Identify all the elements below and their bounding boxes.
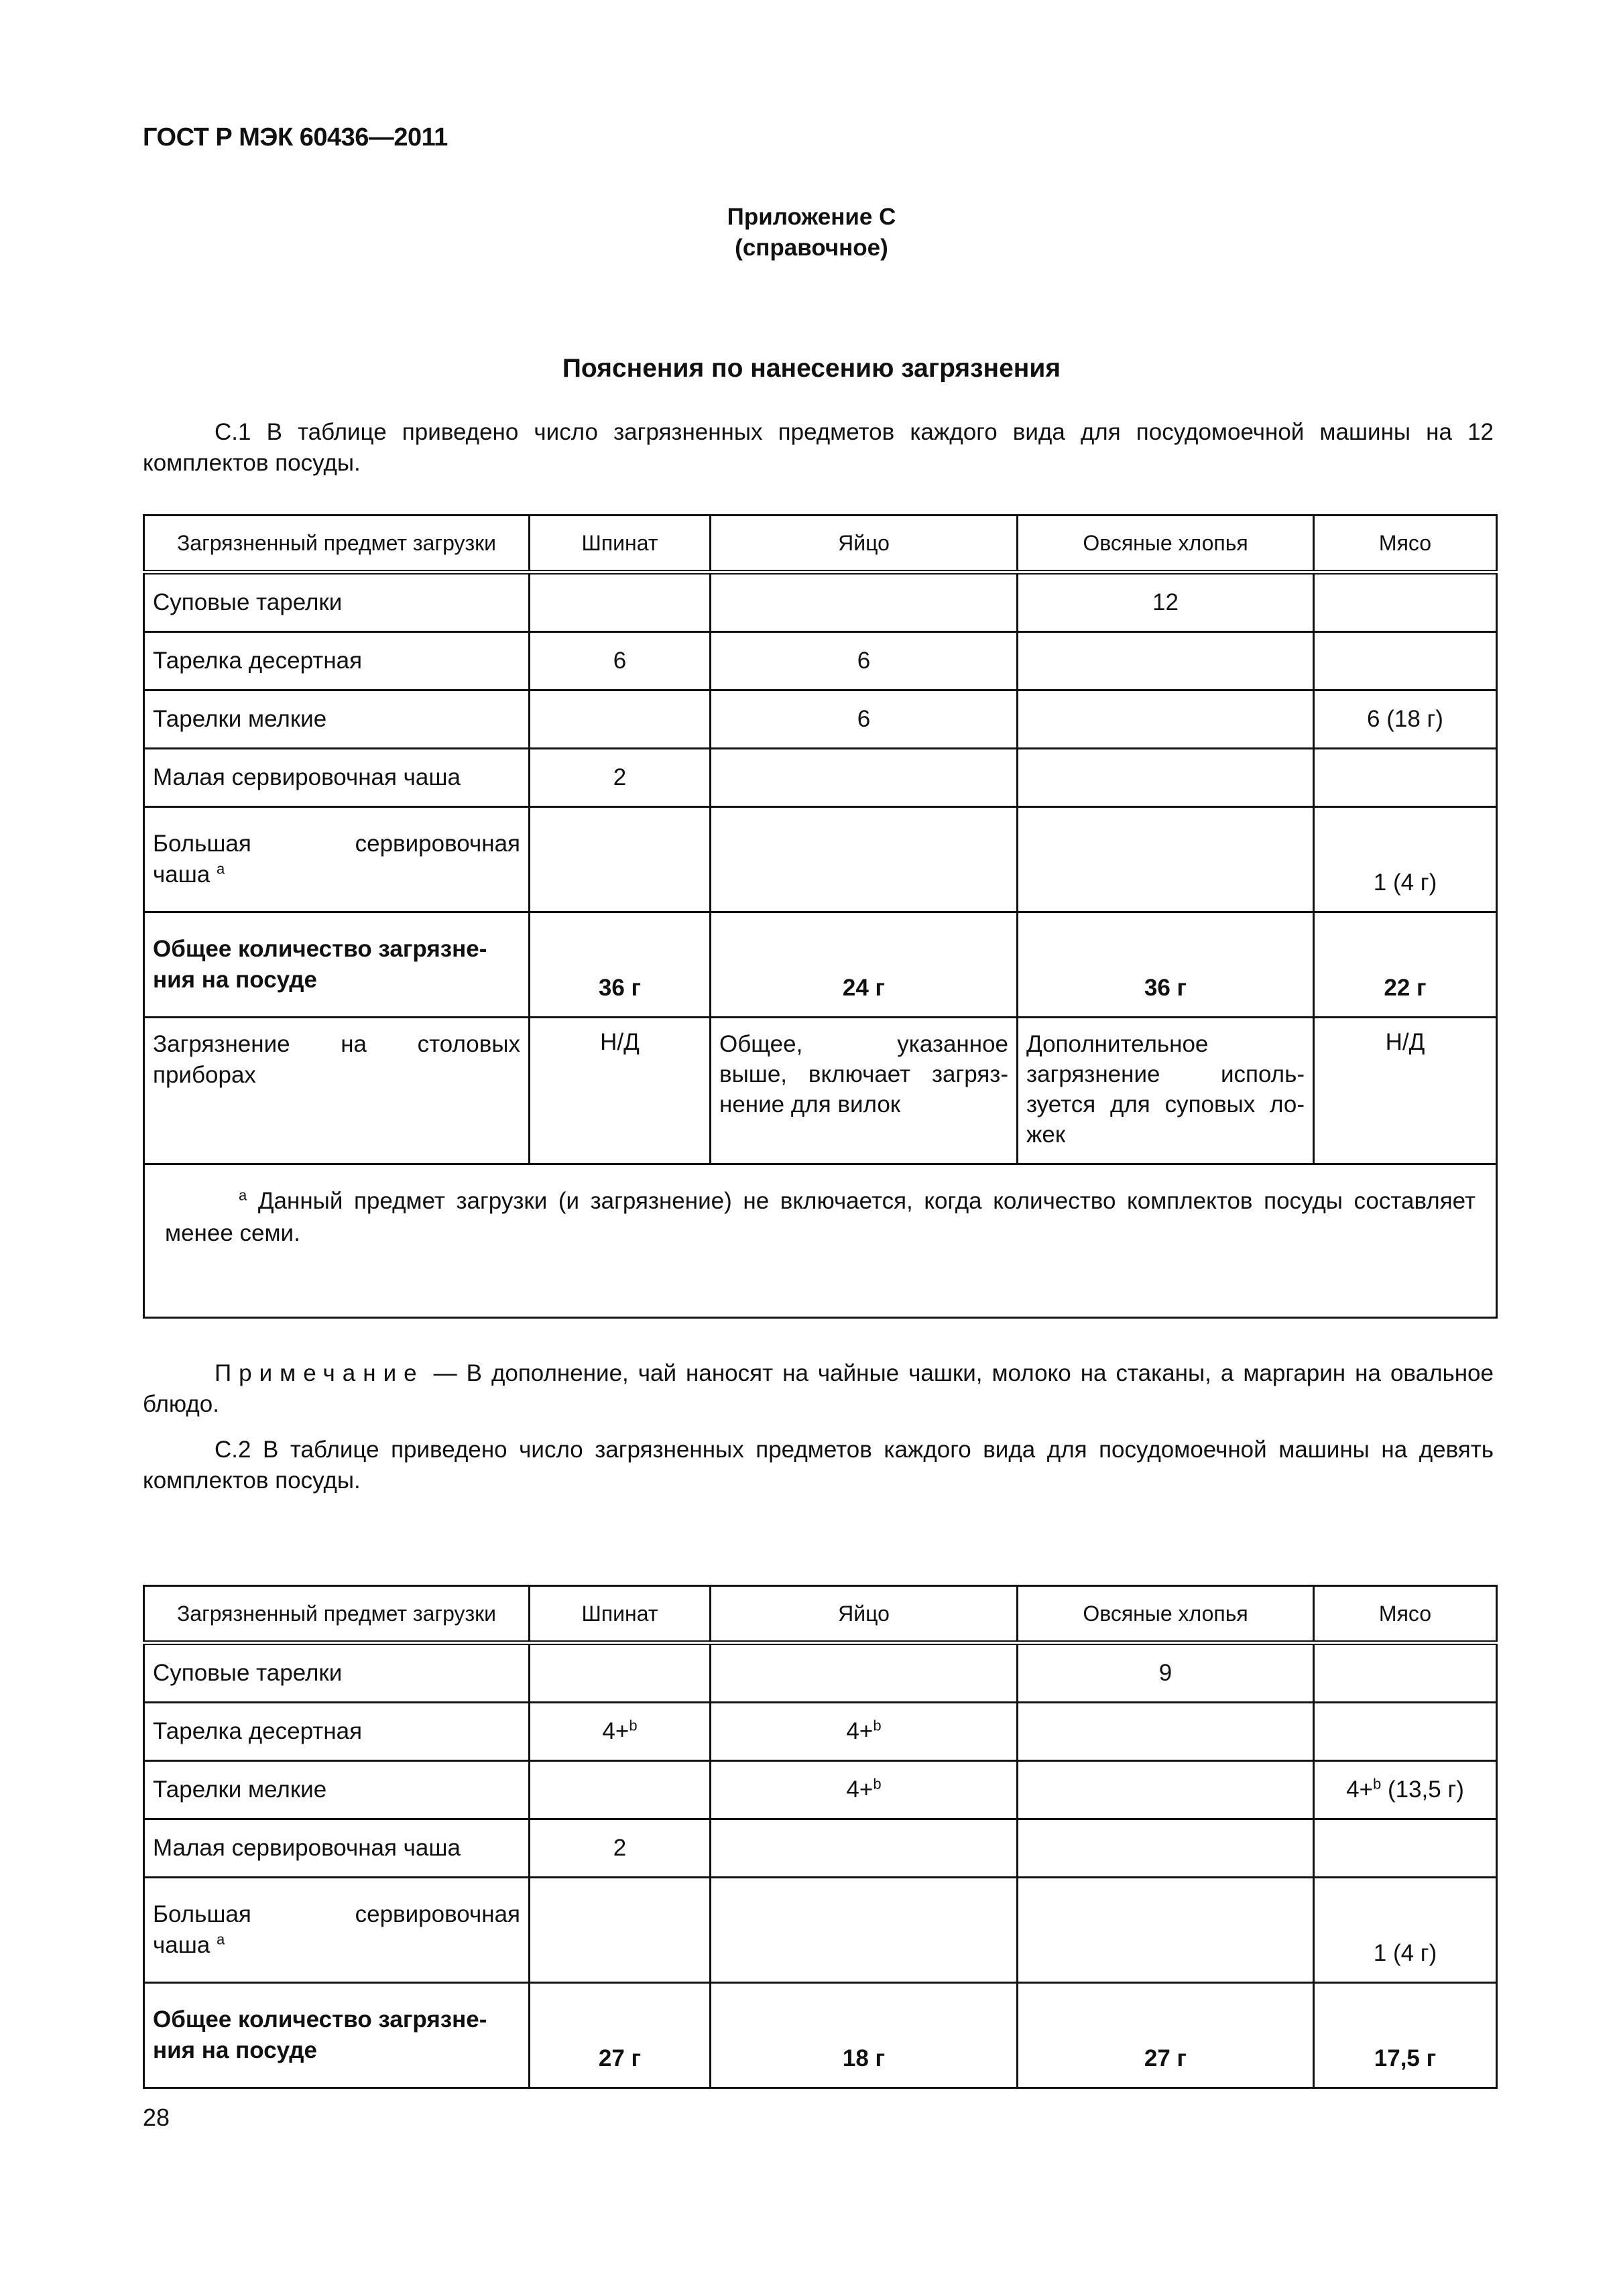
row-label: Тарелки мелкие [144,1761,530,1819]
annex-subtitle: (справочное) [735,235,888,261]
table-row [144,632,1497,690]
cell-oats: 27 г [1018,1983,1314,2088]
cell-meat: 4+$^b$ (13,5 г) [1314,1761,1497,1819]
header-spinach: Шпинат [530,516,711,572]
paragraph-c1: С.1 В таблице приведено число загрязненных предметов каждого вида для посудомоечной машины на 12 комплектов посуды. [143,419,1494,476]
cell-spinach: 36 г [530,912,711,1018]
cell-meat: 1 (4 г) [1314,1878,1497,1983]
cell-oats [1018,632,1314,690]
paragraph-c2: С.2 В таблице приведено число загрязненных предметов каждого вида для посудомоечной машины на девять комплектов посуды. [143,1437,1494,1494]
cell-egg [711,572,1018,632]
row-label: Малая сервировочная чаша [144,749,530,807]
page-number: 28 [143,2104,170,2131]
row-label: Тарелка десертная [144,632,530,690]
cell-meat: 1 (4 г) [1314,807,1497,912]
table-row [144,690,1497,749]
row-label: Тарелки мелкие [144,690,530,749]
header-egg: Яйцо [711,1586,1018,1643]
row-label: Большая сервировочная чаша $^a$ [144,1878,530,1983]
cell-spinach [530,572,711,632]
row-label: Загрязнение на столовых приборах [144,1018,530,1164]
cell-oats: 12 [1018,572,1314,632]
table-total-row [144,1983,1497,2088]
table-footnote-row [144,1164,1497,1318]
cell-spinach [530,690,711,749]
table-footnote: $^a$ Данный предмет загрузки (и загрязнение) не включается, когда количество комплектов посуды составляет менее семи. [144,1164,1497,1318]
cell-oats: 36 г [1018,912,1314,1018]
header-oats: Овсяные хлопья [1018,1586,1314,1643]
cell-spinach: Н/Д [530,1018,711,1164]
header-meat: Мясо [1314,516,1497,572]
cell-egg: 4+$^b$ [711,1703,1018,1761]
row-label: Общее количество загрязне- ния на посуде [144,1983,530,2088]
cell-meat: 17,5 г [1314,1983,1497,2088]
soil-table-12-settings [143,514,1498,1319]
cell-oats: 9 [1018,1643,1314,1703]
document-id: ГОСТ Р МЭК 60436—2011 [143,123,448,152]
cell-spinach: 2 [530,1819,711,1878]
table-row [144,749,1497,807]
header-item: Загрязненный предмет загрузки [144,1586,530,1643]
cell-meat: 22 г [1314,912,1497,1018]
cell-egg: 6 [711,632,1018,690]
cell-egg: 24 г [711,912,1018,1018]
cell-spinach: 27 г [530,1983,711,2088]
cell-egg: 18 г [711,1983,1018,2088]
cell-meat: Н/Д [1314,1018,1497,1164]
row-label: Суповые тарелки [144,572,530,632]
cell-egg [711,749,1018,807]
header-spinach: Шпинат [530,1586,711,1643]
note: Примечание — В дополнение, чай наносят на чайные чашки, молоко на стаканы, а маргарин на овальное блюдо. [143,1360,1494,1417]
table-row [144,1819,1497,1878]
cell-oats [1018,749,1314,807]
cell-oats [1018,690,1314,749]
table-header-row [144,1586,1497,1643]
cell-meat [1314,572,1497,632]
row-label: Малая сервировочная чаша [144,1819,530,1878]
cell-oats: Дополнительное загрязнение исполь- зуется для суповых ло- жек [1018,1018,1314,1164]
cell-meat [1314,632,1497,690]
cell-egg: 6 [711,690,1018,749]
annex-title: Приложение С [727,204,896,230]
table-header-row [144,516,1497,572]
header-oats: Овсяные хлопья [1018,516,1314,572]
table-row [144,807,1497,912]
cell-meat: 6 (18 г) [1314,690,1497,749]
table-total-row [144,912,1497,1018]
cell-egg: 4+$^b$ [711,1761,1018,1819]
row-label: Суповые тарелки [144,1643,530,1703]
cell-egg: Общее, указанное выше, включает загряз- нение для вилок [711,1018,1018,1164]
row-label: Тарелка десертная [144,1703,530,1761]
table-row [144,1018,1497,1164]
soil-table-9-settings [143,1585,1498,2089]
header-meat: Мясо [1314,1586,1497,1643]
section-title: Пояснения по нанесению загрязнения [562,354,1061,383]
cell-spinach: 4+$^b$ [530,1703,711,1761]
table-row [144,1643,1497,1703]
table-row [144,572,1497,632]
header-item: Загрязненный предмет загрузки [144,516,530,572]
cell-spinach: 6 [530,632,711,690]
cell-meat [1314,749,1497,807]
header-egg: Яйцо [711,516,1018,572]
row-label: Общее количество загрязне- ния на посуде [144,912,530,1018]
table-row [144,1761,1497,1819]
row-label: Большая сервировочная чаша $^a$ [144,807,530,912]
cell-spinach: 2 [530,749,711,807]
table-row [144,1878,1497,1983]
table-row [144,1703,1497,1761]
